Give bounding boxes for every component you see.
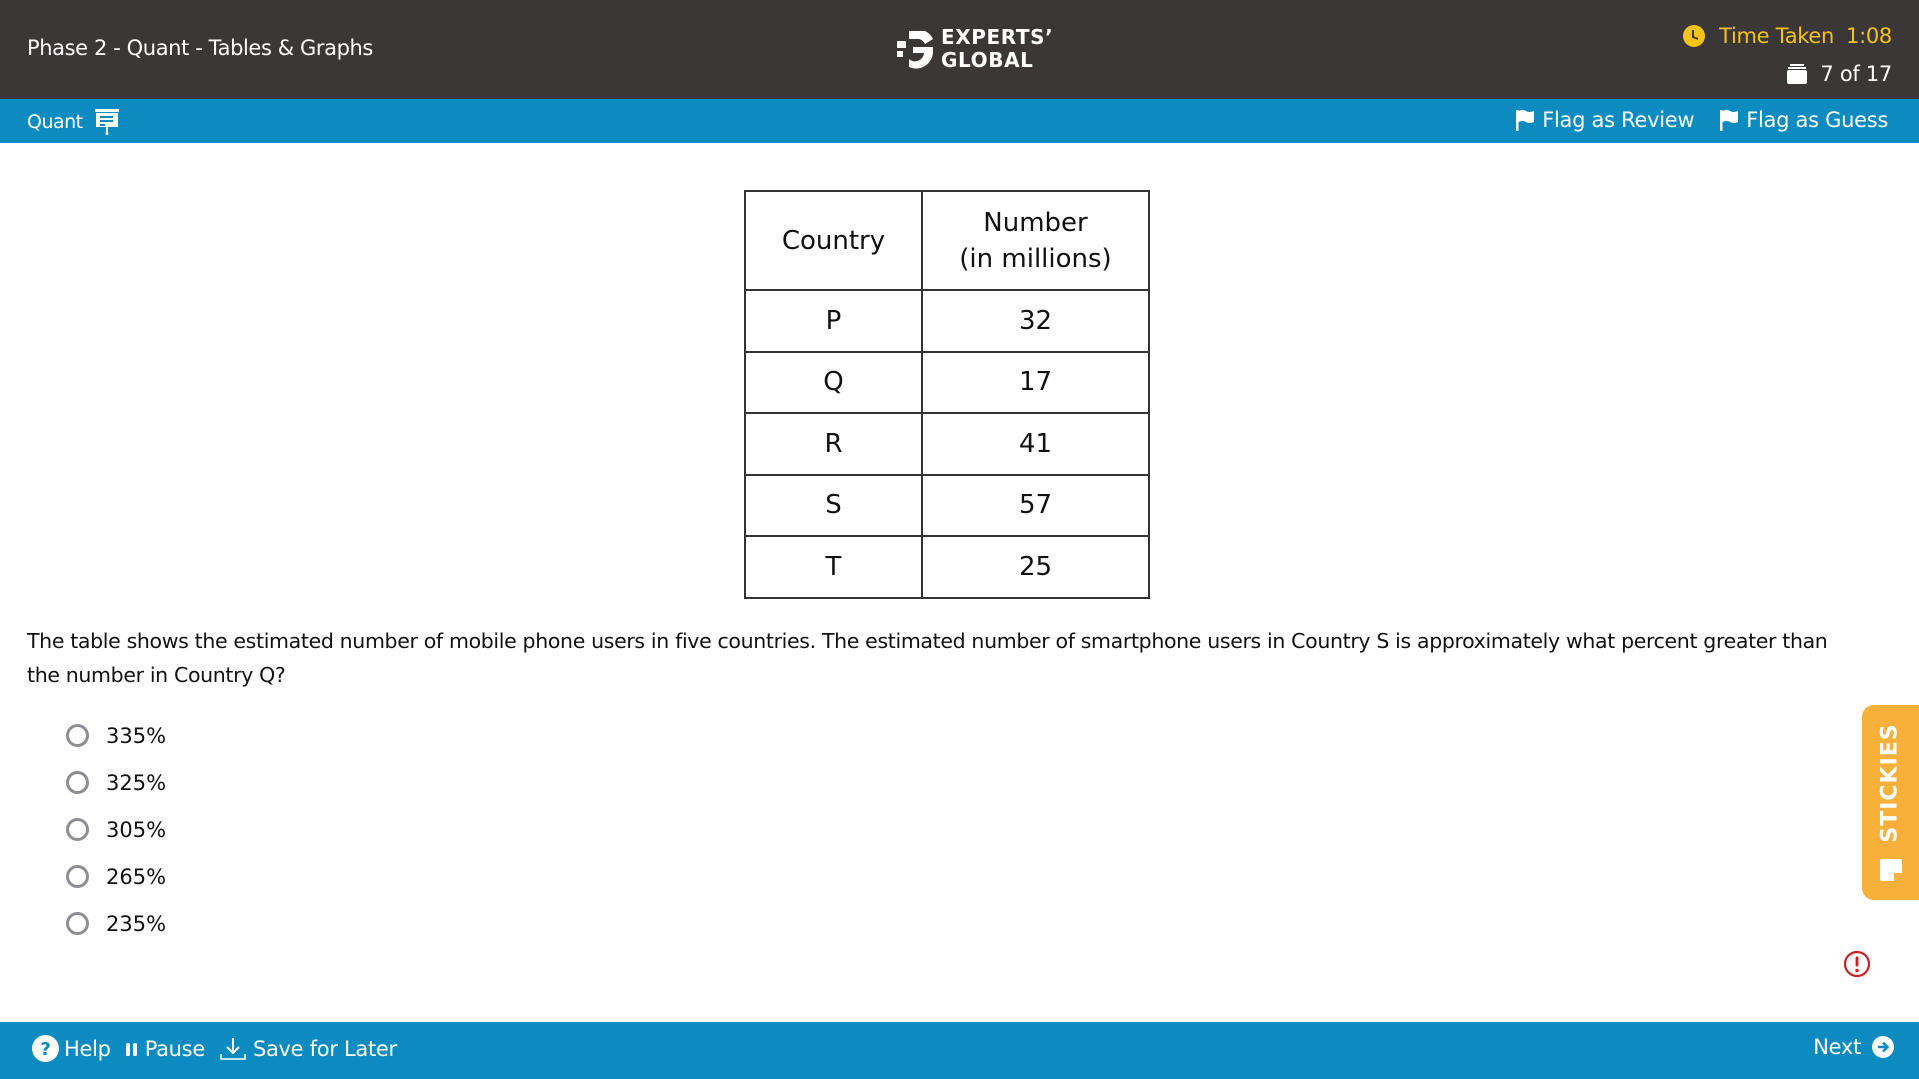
radio-button[interactable] <box>66 771 89 794</box>
experts-global-logo <box>895 26 1053 72</box>
save-for-later-button[interactable] <box>218 1036 397 1062</box>
table-row <box>745 413 1149 475</box>
number-cell: 41 <box>922 413 1149 475</box>
test-title: Phase 2 - Quant - Tables & Graphs <box>27 36 373 60</box>
flag-icon <box>1516 109 1534 131</box>
next-button[interactable] <box>1813 1035 1894 1059</box>
column-header-country: Country <box>745 191 922 290</box>
flag-controls <box>1516 108 1888 132</box>
question-text: The table shows the estimated number of mobile phone users in five countries. The estimated number of smartphone users in Country S is approximately what percent greater than the number in Country Q? <box>27 629 1828 687</box>
country-cell: R <box>745 413 922 475</box>
pause-icon <box>124 1040 140 1058</box>
question-progress <box>1786 62 1892 86</box>
logo-g-icon <box>895 27 935 71</box>
help-icon <box>32 1035 59 1062</box>
column-header-number-line2: (in millions) <box>959 243 1112 274</box>
logo-text-line2: GLOBAL <box>941 48 1034 72</box>
number-cell: 32 <box>922 290 1149 352</box>
table-row <box>745 475 1149 537</box>
answer-option-e[interactable] <box>66 900 166 947</box>
option-label: 325% <box>106 770 167 795</box>
country-cell: T <box>745 536 922 598</box>
help-button[interactable] <box>32 1035 111 1062</box>
section-bar <box>0 99 1919 143</box>
stickies-label: STICKIES <box>1877 723 1903 843</box>
answer-option-a[interactable] <box>66 712 166 759</box>
number-cell: 25 <box>922 536 1149 598</box>
time-taken-label: Time Taken <box>1719 24 1835 48</box>
question-stack-icon <box>1786 63 1808 85</box>
column-header-number-line1: Number <box>983 207 1088 238</box>
download-icon <box>218 1036 248 1062</box>
top-header <box>0 0 1919 99</box>
country-cell: S <box>745 475 922 537</box>
time-taken-value: 1:08 <box>1846 24 1892 48</box>
answer-option-d[interactable] <box>66 853 166 900</box>
number-cell: 57 <box>922 475 1149 537</box>
presentation-board-icon[interactable] <box>95 109 119 135</box>
time-taken <box>1683 24 1892 48</box>
stickies-tab[interactable] <box>1862 705 1919 900</box>
radio-button[interactable] <box>66 912 89 935</box>
footer-controls <box>32 1035 410 1062</box>
progress-text: 7 of 17 <box>1820 62 1892 86</box>
sticky-note-icon <box>1878 857 1904 883</box>
flag-as-guess-button[interactable] <box>1720 108 1888 132</box>
flag-as-guess-label: Flag as Guess <box>1746 108 1888 132</box>
svg-text:?: ? <box>40 1039 51 1060</box>
flag-icon <box>1720 109 1738 131</box>
table-row <box>745 352 1149 414</box>
save-for-later-label: Save for Later <box>252 1036 397 1061</box>
table-row <box>745 536 1149 598</box>
option-label: 265% <box>106 864 167 889</box>
clock-icon <box>1683 25 1705 47</box>
answer-options <box>66 712 166 947</box>
arrow-right-circle-icon <box>1872 1036 1894 1058</box>
answer-option-c[interactable] <box>66 806 166 853</box>
pause-label: Pause <box>144 1036 205 1061</box>
country-cell: P <box>745 290 922 352</box>
column-header-number <box>922 191 1149 290</box>
option-label: 335% <box>106 723 167 748</box>
radio-button[interactable] <box>66 724 89 747</box>
section-label <box>27 109 119 135</box>
help-label: Help <box>64 1036 111 1061</box>
table-row <box>745 290 1149 352</box>
flag-as-review-label: Flag as Review <box>1542 108 1695 132</box>
number-cell: 17 <box>922 352 1149 414</box>
table-header-row <box>745 191 1149 290</box>
flag-as-review-button[interactable] <box>1516 108 1694 132</box>
pause-button[interactable] <box>124 1037 205 1061</box>
radio-button[interactable] <box>66 865 89 888</box>
radio-button[interactable] <box>66 818 89 841</box>
footer-bar <box>0 1022 1919 1079</box>
option-label: 235% <box>106 911 167 936</box>
section-name: Quant <box>27 111 83 133</box>
report-issue-icon[interactable] <box>1843 950 1871 978</box>
country-cell: Q <box>745 352 922 414</box>
logo-text-line1: EXPERTS’ <box>941 25 1054 49</box>
mobile-users-table <box>744 190 1150 599</box>
next-label: Next <box>1813 1035 1861 1059</box>
answer-option-b[interactable] <box>66 759 166 806</box>
option-label: 305% <box>106 817 167 842</box>
